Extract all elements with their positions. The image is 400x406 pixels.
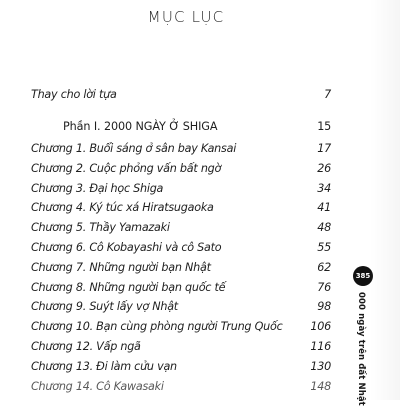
toc-chapter-row <box>31 281 331 301</box>
toc-page-number: 148 <box>310 379 331 393</box>
toc-entry-label: Chương 3. Đại học Shiga <box>31 181 164 195</box>
toc-entry-label: Chương 9. Suýt lấy vợ Nhật <box>31 300 178 314</box>
toc-page-number: 55 <box>317 240 331 254</box>
toc-page-number: 130 <box>310 359 331 373</box>
toc-part-row <box>31 120 331 142</box>
toc-entry-label: Chương 8. Những người bạn quốc tế <box>31 280 226 294</box>
toc-chapter-row <box>31 320 331 340</box>
toc-page-number: 17 <box>317 142 331 155</box>
toc-chapter-row <box>31 261 331 281</box>
toc-page-number: 48 <box>317 221 331 235</box>
toc-page-number: 41 <box>317 201 331 215</box>
toc-chapter-row <box>31 221 331 241</box>
toc-entry-label: Thay cho lời tựa <box>31 88 117 101</box>
toc-entry-label: Chương 4. Ký túc xá Hiratsugaoka <box>31 201 214 215</box>
running-header-vertical: 000 ngày trên đất Nhật <box>356 292 366 406</box>
toc-page-number: 62 <box>317 260 331 274</box>
toc-page-number: 106 <box>310 320 331 334</box>
toc-entry-label: Chương 12. Vấp ngã <box>31 339 141 353</box>
toc-entry-label: Chương 13. Đi làm cửu vạn <box>31 359 177 373</box>
toc-chapter-row <box>31 142 331 162</box>
toc-page-number: 15 <box>317 120 331 133</box>
toc-chapter-row <box>31 182 331 202</box>
toc-intro-row <box>31 88 331 120</box>
toc-chapter-row <box>31 241 331 261</box>
toc-page-number: 26 <box>317 161 331 175</box>
toc-entry-label: Chương 7. Những người bạn Nhật <box>31 260 211 274</box>
toc-chapter-row <box>31 360 331 380</box>
toc-page-number: 98 <box>317 300 331 314</box>
toc-chapter-row <box>31 340 331 360</box>
toc-entry-label: Chương 2. Cuộc phỏng vấn bất ngờ <box>31 161 222 175</box>
toc-chapter-row <box>31 162 331 182</box>
toc-entry-label: Chương 10. Bạn cùng phòng người Trung Quốc <box>31 320 283 334</box>
toc-page-number: 116 <box>310 339 331 353</box>
page-edge-shadow <box>370 0 400 400</box>
toc-entry-label: Chương 14. Cô Kawasaki <box>31 379 164 393</box>
toc-entry-label: Chương 1. Buổi sáng ở sân bay Kansai <box>31 142 237 155</box>
toc-entry-label: Chương 6. Cô Kobayashi và cô Sato <box>31 240 222 254</box>
toc-chapter-row <box>31 300 331 320</box>
toc-chapter-row <box>31 201 331 221</box>
toc-page-number: 7 <box>324 88 331 101</box>
page-number-badge: 385 <box>353 266 373 286</box>
toc-chapter-row <box>31 380 331 400</box>
toc-entry-label: Chương 5. Thầy Yamazaki <box>31 221 170 235</box>
page-title: MỤC LỤC <box>147 8 225 26</box>
toc-part-label: Phần I. 2000 NGÀY Ở SHIGA <box>63 120 218 133</box>
toc-page-number: 34 <box>317 181 331 195</box>
table-of-contents <box>31 88 331 399</box>
toc-page-number: 76 <box>317 280 331 294</box>
